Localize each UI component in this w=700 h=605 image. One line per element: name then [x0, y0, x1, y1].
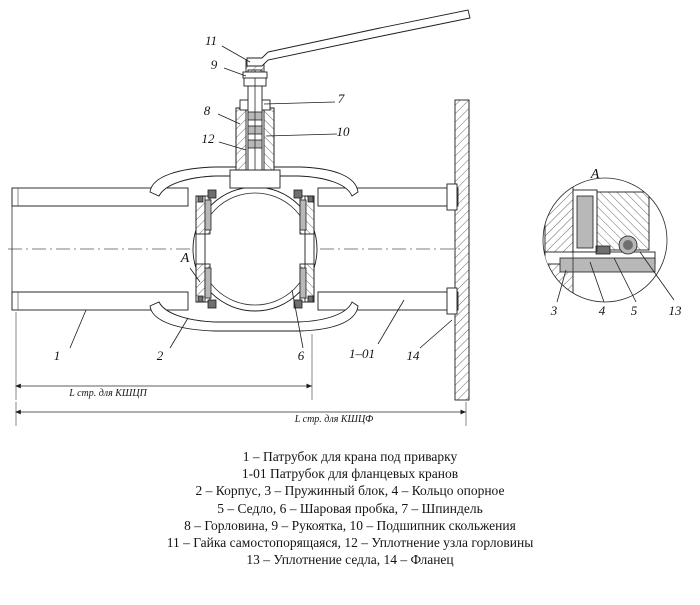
- callout-6: 6: [297, 348, 305, 363]
- dimension-label-kshcp: L стр. для КШЦП: [69, 388, 147, 399]
- callout-1: 1: [53, 348, 61, 363]
- legend-line-6: 11 – Гайка самостопорящаяся, 12 – Уплотнение узла горловины: [166, 535, 534, 551]
- callout-10: 10: [336, 124, 350, 139]
- section-label-a-detail: A: [590, 167, 600, 182]
- section-label-a-main: A: [180, 251, 190, 266]
- callout-14: 14: [406, 348, 420, 363]
- legend-line-1: 1 – Патрубок для крана под приварку: [242, 449, 458, 464]
- callout-13: 13: [668, 303, 682, 318]
- dimension-label-kshcf: L стр. для КШЦФ: [294, 414, 374, 425]
- legend-line-7: 13 – Уплотнение седла, 14 – Фланец: [246, 552, 454, 568]
- legend-line-3: 2 – Корпус, 3 – Пружинный блок, 4 – Кольцо опорное: [195, 483, 505, 499]
- callout-11: 11: [204, 33, 218, 48]
- callout-7: 7: [337, 91, 345, 106]
- legend-block: [0, 448, 700, 568]
- callout-5: 5: [630, 303, 638, 318]
- callout-12: 12: [201, 131, 215, 146]
- callout-8: 8: [203, 103, 211, 118]
- handle-lever: [247, 10, 470, 66]
- legend-line-5: 8 – Горловина, 9 – Рукоятка, 10 – Подшипник скольжения: [184, 517, 516, 533]
- callout-9: 9: [210, 57, 218, 72]
- callout-3: 3: [550, 303, 558, 318]
- callout-4: 4: [598, 303, 606, 318]
- flange: [447, 100, 469, 400]
- callout-1-01: 1–01: [349, 346, 375, 361]
- callout-2: 2: [156, 348, 164, 363]
- legend-line-4: 5 – Седло, 6 – Шаровая пробка, 7 – Шпиндель: [217, 500, 483, 516]
- main-assembly-view: [8, 10, 470, 426]
- detail-view-a: [543, 178, 674, 302]
- legend-line-2: 1-01 Патрубок для фланцевых кранов: [241, 466, 459, 482]
